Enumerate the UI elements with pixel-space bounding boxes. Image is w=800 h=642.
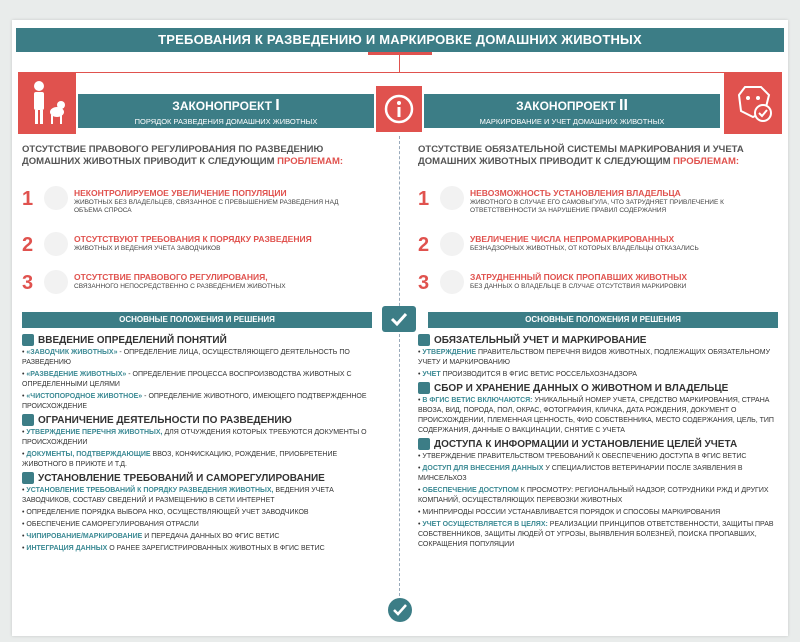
problem-text: ЖИВОТНЫХ БЕЗ ВЛАДЕЛЬЦЕВ, СВЯЗАННОЕ С ПРЕВЫШЕНИЕМ РАЗВЕДЕНИЯ НАД ОБЪЕМА СПРОСА — [74, 199, 339, 214]
section-registration — [418, 334, 780, 380]
problem-title: ОТСУТСТВУЮТ ТРЕБОВАНИЯ К ПОРЯДКУ РАЗВЕДЕНИЯ — [74, 234, 312, 244]
column-divider — [399, 136, 400, 316]
right-problem-2 — [418, 232, 782, 260]
right-problem-1 — [418, 186, 782, 214]
info-icon — [376, 86, 422, 132]
gavel-dog-icon — [44, 270, 68, 294]
list-item: • УСТАНОВЛЕНИЕ ТРЕБОВАНИЙ К ПОРЯДКУ РАЗВЕДЕНИЯ ЖИВОТНЫХ, ВЕДЕНИЯ УЧЕТА ЗАВОДЧИКОВ, СОСТАВУ СВЕДЕНИЙ И РАЗМЕЩЕНИЮ В СЕТИ ИНТЕРНЕТ — [22, 487, 334, 504]
right-solutions-bar: ОСНОВНЫЕ ПОЛОЖЕНИЯ И РЕШЕНИЯ — [428, 312, 778, 328]
left-solutions — [22, 332, 374, 556]
bill-1-banner — [78, 94, 374, 128]
left-problem-1 — [22, 186, 382, 214]
problem-title: ОТСУТСТВИЕ ПРАВОВОГО РЕГУЛИРОВАНИЯ, — [74, 272, 268, 282]
list-item: • ОПРЕДЕЛЕНИЕ ПОРЯДКА ВЫБОРА НКО, ОСУЩЕСТВЛЯЮЩЕЙ УЧЕТ ЗАВОДЧИКОВ — [22, 509, 309, 516]
left-solutions-bar: ОСНОВНЫЕ ПОЛОЖЕНИЯ И РЕШЕНИЯ — [22, 312, 372, 328]
problem-title: НЕКОНТРОЛИРУЕМОЕ УВЕЛИЧЕНИЕ ПОПУЛЯЦИИ — [74, 188, 287, 198]
list-item: • ОБЕСПЕЧЕНИЕ САМОРЕГУЛИРОВАНИЯ ОТРАСЛИ — [22, 521, 199, 528]
top-connector-line — [74, 72, 726, 73]
problem-text: ЖИВОТНЫХ И ВЕДЕНИЯ УЧЕТА ЗАВОДЧИКОВ — [74, 245, 221, 252]
problem-title: ЗАТРУДНЕННЫЙ ПОИСК ПРОПАВШИХ ЖИВОТНЫХ — [470, 272, 688, 282]
list-item: • «ЧИСТОПОРОДНОЕ ЖИВОТНОЕ» - ОПРЕДЕЛЕНИЕ ЖИВОТНОГО, ИМЕЮЩЕГО ПОДТВЕРЖДЕННОЕ ПРОИСХОЖДЕНИЕ — [22, 393, 367, 410]
book-icon — [22, 334, 34, 346]
bottom-check-icon — [388, 598, 412, 622]
right-problem-highlight: ПРОБЛЕМАМ: — [673, 156, 740, 167]
bill-1-label: ЗАКОНОПРОЕКТ — [172, 99, 272, 113]
problem-title: УВЕЛИЧЕНИЕ ЧИСЛА НЕПРОМАРКИРОВАННЫХ — [470, 234, 675, 244]
dogs-icon — [44, 186, 68, 210]
stop-icon — [22, 414, 34, 426]
list-item: • МИНПРИРОДЫ РОССИИ УСТАНАВЛИВАЕТСЯ ПОРЯДОК И СПОСОБЫ МАРКИРОВАНИЯ — [418, 509, 721, 516]
shield-icon — [418, 334, 430, 346]
users-icon — [418, 438, 430, 450]
section-data-storage — [418, 382, 780, 436]
section-heading: ДОСТУПА К ИНФОРМАЦИИ И УСТАНОВЛЕНИЕ ЦЕЛЕЙ УЧЕТА — [434, 438, 738, 450]
document-icon — [22, 472, 34, 484]
magnifier-icon — [440, 186, 464, 210]
infographic-card — [12, 20, 788, 636]
bottom-column-divider — [399, 334, 400, 596]
problem-number: 2 — [22, 234, 34, 256]
problem-number: 2 — [418, 234, 430, 256]
problem-number: 1 — [22, 188, 34, 210]
bill-2-banner — [424, 94, 720, 128]
list-item: • ИНТЕГРАЦИЯ ДАННЫХ О РАНЕЕ ЗАРЕГИСТРИРОВАННЫХ ЖИВОТНЫХ В ФГИС ВЕТИС — [22, 545, 325, 552]
search-pet-icon — [440, 270, 464, 294]
left-problem-heading-text: ОТСУТСТВИЕ ПРАВОВОГО РЕГУЛИРОВАНИЯ ПО РАЗВЕДЕНИЮ ДОМАШНИХ ЖИВОТНЫХ ПРИВОДИТ К СЛЕДУЮЩИМ — [22, 144, 324, 167]
section-heading: СБОР И ХРАНЕНИЕ ДАННЫХ О ЖИВОТНОМ И ВЛАДЕЛЬЦЕ — [434, 382, 729, 394]
stray-dog-icon — [440, 232, 464, 256]
right-problem-heading — [418, 144, 782, 168]
database-icon — [418, 382, 430, 394]
right-problem-heading-text: ОТСУТСТВИЕ ОБЯЗАТЕЛЬНОЙ СИСТЕМЫ МАРКИРОВАНИЯ И УЧЕТА ДОМАШНИХ ЖИВОТНЫХ ПРИВОДИТ К СЛЕДУЮЩИМ — [418, 144, 744, 167]
section-heading: ВВЕДЕНИЕ ОПРЕДЕЛЕНИЙ ПОНЯТИЙ — [38, 334, 227, 346]
section-definitions — [22, 334, 374, 412]
problem-number: 3 — [418, 272, 430, 294]
section-access — [418, 438, 780, 550]
left-problem-3 — [22, 270, 382, 298]
list-item: • «РАЗВЕДЕНИЕ ЖИВОТНЫХ» - ОПРЕДЕЛЕНИЕ ПРОЦЕССА ВОСПРОИЗВОДСТВА ЖИВОТНЫХ С ОПРЕДЕЛЕННЫМИ ЦЕЛЯМИ — [22, 371, 352, 388]
infographic-title: ТРЕБОВАНИЯ К РАЗВЕДЕНИЮ И МАРКИРОВКЕ ДОМАШНИХ ЖИВОТНЫХ — [16, 28, 784, 52]
right-solutions — [418, 332, 780, 552]
section-heading: УСТАНОВЛЕНИЕ ТРЕБОВАНИЙ И САМОРЕГУЛИРОВАНИЕ — [38, 472, 325, 484]
check-icon — [382, 306, 416, 332]
section-heading: ОБЯЗАТЕЛЬНЫЙ УЧЕТ И МАРКИРОВАНИЕ — [434, 334, 647, 346]
list-item: • ДОКУМЕНТЫ, ПОДТВЕРЖДАЮЩИЕ ВВОЗ, КОНФИСКАЦИЮ, РОЖДЕНИЕ, ПРИОБРЕТЕНИЕ ЖИВОТНОГО В ПРИЮТЕ И Т.Д. — [22, 451, 338, 468]
list-item: • УЧЕТ ПРОИЗВОДИТСЯ В ФГИС ВЕТИС РОССЕЛЬХОЗНАДЗОРА — [418, 371, 637, 378]
family-dog-icon — [44, 232, 68, 256]
list-item: • ДОСТУП ДЛЯ ВНЕСЕНИЯ ДАННЫХ У СПЕЦИАЛИСТОВ ВЕТЕРИНАРИИ ПОСЛЕ ЗАЯВЛЕНИЯ В МИНСЕЛЬХОЗ — [418, 465, 743, 482]
list-item: • ОБЕСПЕЧЕНИЕ ДОСТУПОМ К ПРОСМОТРУ: РЕГИОНАЛЬНЫЙ НАДЗОР, СОТРУДНИКИ РЖД И ДРУГИХ КОМПАНИЙ, ОСУЩЕСТВЛЯЮЩИХ ПЕРЕВОЗКИ ЖИВОТНЫХ — [418, 487, 769, 504]
problem-text: БЕЗ ДАННЫХ О ВЛАДЕЛЬЦЕ В СЛУЧАЕ ОТСУТСТВИЯ МАРКИРОВКИ — [470, 283, 687, 290]
problem-number: 3 — [22, 272, 34, 294]
list-item: • УТВЕРЖДЕНИЕ ПРАВИТЕЛЬСТВОМ ПЕРЕЧНЯ ВИДОВ ЖИВОТНЫХ, ПОДЛЕЖАЩИХ ОБЯЗАТЕЛЬНОМУ УЧЕТУ И МАРКИРОВАНИЮ — [418, 349, 771, 366]
left-problem-highlight: ПРОБЛЕМАМ: — [277, 156, 344, 167]
problem-text: ЖИВОТНОГО В СЛУЧАЕ ЕГО САМОВЫГУЛА, ЧТО ЗАТРУДНЯЕТ ПРИВЛЕЧЕНИЕ К ОТВЕТСТВЕННОСТИ ЗА НАРУШЕНИЕ ПРАВИЛ СОДЕРЖАНИЯ — [470, 199, 724, 214]
list-item: • ЧИПИРОВАНИЕ/МАРКИРОВАНИЕ И ПЕРЕДАЧА ДАННЫХ ВО ФГИС ВЕТИС — [22, 533, 280, 540]
problem-number: 1 — [418, 188, 430, 210]
left-problem-2 — [22, 232, 382, 260]
bill-1-roman: I — [275, 97, 280, 114]
bill-2-subtitle: МАРКИРОВАНИЕ И УЧЕТ ДОМАШНИХ ЖИВОТНЫХ — [479, 117, 665, 126]
center-connector-line — [399, 55, 400, 73]
right-problem-3 — [418, 270, 782, 298]
title-connector — [368, 52, 432, 55]
bill-1-subtitle: ПОРЯДОК РАЗВЕДЕНИЯ ДОМАШНИХ ЖИВОТНЫХ — [134, 117, 318, 126]
breeder-dog-icon — [18, 72, 76, 134]
problem-text: СВЯЗАННОГО НЕПОСРЕДСТВЕННО С РАЗВЕДЕНИЕМ ЖИВОТНЫХ — [74, 283, 286, 290]
dog-check-icon — [724, 72, 782, 134]
section-requirements — [22, 472, 374, 554]
list-item: • УЧЕТ ОСУЩЕСТВЛЯЕТСЯ В ЦЕЛЯХ: РЕАЛИЗАЦИИ ПРИНЦИПОВ ОТВЕТСТВЕННОСТИ, ЗАЩИТЫ ПРАВ СОБСТВЕННИКОВ, ЗАЩИТЫ ЛЮДЕЙ ОТ УГРОЗЫ, ВЫЯВЛЕНИЯ БОЛЕЗНЕЙ, ПОИСКА ПРОПАВШИХ, СОКРАЩЕНИЯ ПОПУЛЯЦИИ — [418, 521, 774, 548]
bill-2-label: ЗАКОНОПРОЕКТ — [516, 99, 616, 113]
problem-text: БЕЗНАДЗОРНЫХ ЖИВОТНЫХ, ОТ КОТОРЫХ ВЛАДЕЛЬЦЫ ОТКАЗАЛИСЬ — [470, 245, 699, 252]
problem-title: НЕВОЗМОЖНОСТЬ УСТАНОВЛЕНИЯ ВЛАДЕЛЬЦА — [470, 188, 681, 198]
left-problem-heading — [22, 144, 382, 168]
list-item: • УТВЕРЖДЕНИЕ ПЕРЕЧНЯ ЖИВОТНЫХ, ДЛЯ ОТЧУЖДЕНИЯ КОТОРЫХ ТРЕБУЮТСЯ ДОКУМЕНТЫ О ПРОИСХОЖДЕНИИ — [22, 429, 367, 446]
section-heading: ОГРАНИЧЕНИЕ ДЕЯТЕЛЬНОСТИ ПО РАЗВЕДЕНИЮ — [38, 414, 292, 426]
section-restriction — [22, 414, 374, 470]
list-item: • В ФГИС ВЕТИС ВКЛЮЧАЮТСЯ: УНИКАЛЬНЫЙ НОМЕР УЧЕТА, СРЕДСТВО МАРКИРОВАНИЯ, СТРАНА ВВОЗА, ВИД, ПОРОДА, ПОЛ, ОКРАС, ФОТОГРАФИЯ, КЛИЧКА, ДАТА РОЖДЕНИЯ, ДОКУМЕНТ О ПРОИСХОЖДЕНИИ, ПЛЕМЕННАЯ ЦЕННОСТЬ, ФИО СОБСТВЕННИКА, МЕСТО СОДЕРЖАНИЯ, ЦЕЛЬ, ТИП СОДЕРЖАНИЯ, ДАННЫЕ О ВАКЦИНАЦИИ, СНЯТИЕ С УЧЕТА — [418, 397, 774, 434]
bill-2-roman: II — [619, 97, 628, 114]
list-item: • «ЗАВОДЧИК ЖИВОТНЫХ» - ОПРЕДЕЛЕНИЕ ЛИЦА, ОСУЩЕСТВЛЯЮЩЕГО ДЕЯТЕЛЬНОСТЬ ПО РАЗВЕДЕНИЮ — [22, 349, 350, 366]
list-item: • УТВЕРЖДЕНИЕ ПРАВИТЕЛЬСТВОМ ТРЕБОВАНИЙ К ОБЕСПЕЧЕНИЮ ДОСТУПА В ФГИС ВЕТИС — [418, 453, 747, 460]
